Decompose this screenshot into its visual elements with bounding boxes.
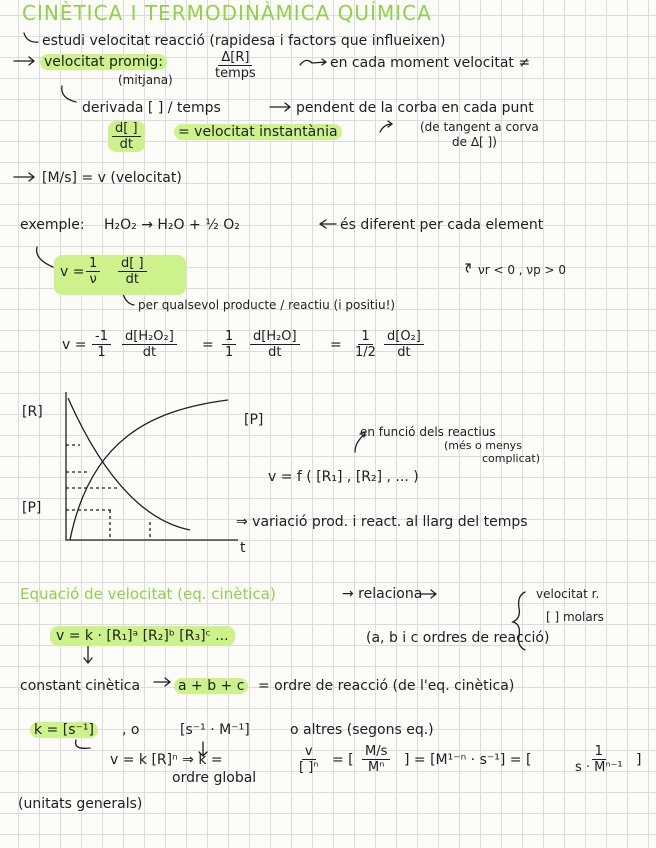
global-order-label: ordre global [172,770,257,786]
relates-item-2: [ ] molars [546,610,604,624]
arrow [14,57,34,65]
guide-lines [66,445,150,540]
function-note-2: (més o menys [444,439,522,452]
arrow [380,121,392,132]
rate-v: v = [60,264,85,280]
hook-arrow [76,740,90,748]
average-sub: (mitjana) [118,73,173,87]
coef-2-den: 1 [225,345,234,360]
order-description: = ordre de reacció (de l'eq. cinètica) [258,678,515,694]
units-line: [M/s] = v (velocitat) [42,170,182,186]
coef-2-num: 1 [222,329,236,345]
frac-2 [250,329,300,360]
arrow [300,59,326,65]
k-close-bracket: ] [636,752,642,768]
derivative-den: dt [119,137,133,152]
frac-1-num: d[H₂O₂] [122,329,177,345]
instant-rate-label: = velocitat instantània [174,124,342,140]
coef-1 [92,329,111,360]
intro-text: estudi velocitat reacció (rapidesa i factors que influeixen) [42,33,446,49]
arrow [84,645,92,663]
general-units-label: (unitats generals) [18,796,143,812]
curve-label-p: [P] [244,412,264,428]
k-frac-den: [ ]ⁿ [299,760,319,775]
conc-den: dt [125,272,139,287]
coef-2 [222,329,236,360]
rate-function: v = f ( [R₁] , [R₂] , ... ) [268,469,419,485]
k-derivation: v = k [R]ⁿ ⇒ k = [110,752,223,768]
average-fraction [212,50,259,81]
coef-1-den: 1 [97,345,106,360]
frac-3-den: dt [397,345,411,360]
stoich-nu: ν [89,272,97,287]
frac-3-num: d[O₂] [384,329,424,345]
tangent-note-2: de Δ[ ]) [452,135,497,149]
axis-label-r: [R] [22,404,43,420]
derivative-fraction [108,121,145,152]
arrow [154,678,170,686]
frac-2-den: dt [268,345,282,360]
derivative-num: d[ ] [112,121,141,137]
k-eq-bracket: = [ [332,752,354,768]
graph-axes [66,392,238,540]
inverse-fraction [572,744,626,775]
sign-rule: νr < 0 , νp > 0 [478,263,567,277]
average-num: Δ[R] [218,50,252,66]
function-note-1: en funció dels reactius [360,425,496,439]
tangent-note-1: (de tangent a corva [420,120,539,134]
slope-text: pendent de la corba en cada punt [296,100,534,116]
stoich-one: 1 [86,256,100,272]
rate-constant-label: constant cinètica [20,678,141,694]
relates-text: → relaciona [342,586,423,602]
unit-frac-den: Mⁿ [367,760,385,775]
concentration-graph [66,392,238,540]
k-unit-second: [s⁻¹ · M⁻¹] [180,722,250,738]
k-units-expansion: ] = [M¹⁻ⁿ · s⁻¹] = [ [404,752,532,768]
unit-fraction [362,744,390,775]
example-reaction: H₂O₂ → H₂O + ½ O₂ [104,217,240,233]
order-sum: a + b + c [174,678,248,694]
hook-arrow [37,247,53,267]
product-curve [70,400,228,540]
variation-note: ⇒ variació prod. i react. al llarg del temps [236,514,528,530]
arrow [14,173,34,181]
k-or: , o [122,722,140,738]
conc-fraction [118,256,147,287]
unit-frac-num: M/s [362,744,390,760]
arrow [320,220,336,228]
k-unit-first: k = [s⁻¹] [30,722,98,738]
k-frac-num: v [302,744,316,760]
eq-v: v = [62,337,87,353]
equals-2: = [330,337,342,353]
frac-1-den: dt [142,345,157,360]
average-den: temps [215,66,256,81]
average-rate-label: velocitat promig: [40,54,167,70]
frac-3 [384,329,424,360]
arrow [270,103,290,111]
example-lead: exemple: [20,217,85,233]
hook-arrow [62,86,76,102]
axis-label-p: [P] [22,500,42,516]
arrow [466,264,470,272]
axis-label-t: t [240,540,246,556]
frac-1 [122,329,177,360]
coef-3-num: 1 [358,329,372,345]
function-note-3: complicat) [482,452,540,465]
rate-law: v = k · [R₁]ᵃ [R₂]ᵇ [R₃]ᶜ ... [50,626,235,646]
derivative-text: derivada [ ] / temps [82,100,221,116]
frac-2-num: d[H₂O] [250,329,300,345]
stoich-fraction [86,256,100,287]
average-note: en cada moment velocitat ≠ [330,55,531,71]
arrow [420,590,436,598]
inverse-num: 1 [592,744,606,760]
coef-1-num: -1 [92,329,111,345]
coef-3 [352,329,379,360]
rate-equation-title: Equació de velocitat (eq. cinètica) [20,585,276,603]
page-title: CINÈTICA I TERMODINÀMICA QUÍMICA [22,1,432,25]
equals-1: = [202,337,214,353]
hook-arrow [24,33,38,42]
conc-num: d[ ] [118,256,147,272]
coef-3-den: 1/2 [355,345,376,360]
any-species-note: per qualsevol producte / reactiu (i positiu!) [138,298,396,312]
relates-item-1: velocitat r. [536,587,600,601]
example-note: és diferent per cada element [340,217,544,233]
k-unit-other: o altres (segons eq.) [290,722,434,738]
reaction-orders: (a, b i c ordres de reacció) [366,630,550,646]
k-fraction [296,744,321,775]
inverse-den: s · Mⁿ⁻¹ [575,760,623,775]
